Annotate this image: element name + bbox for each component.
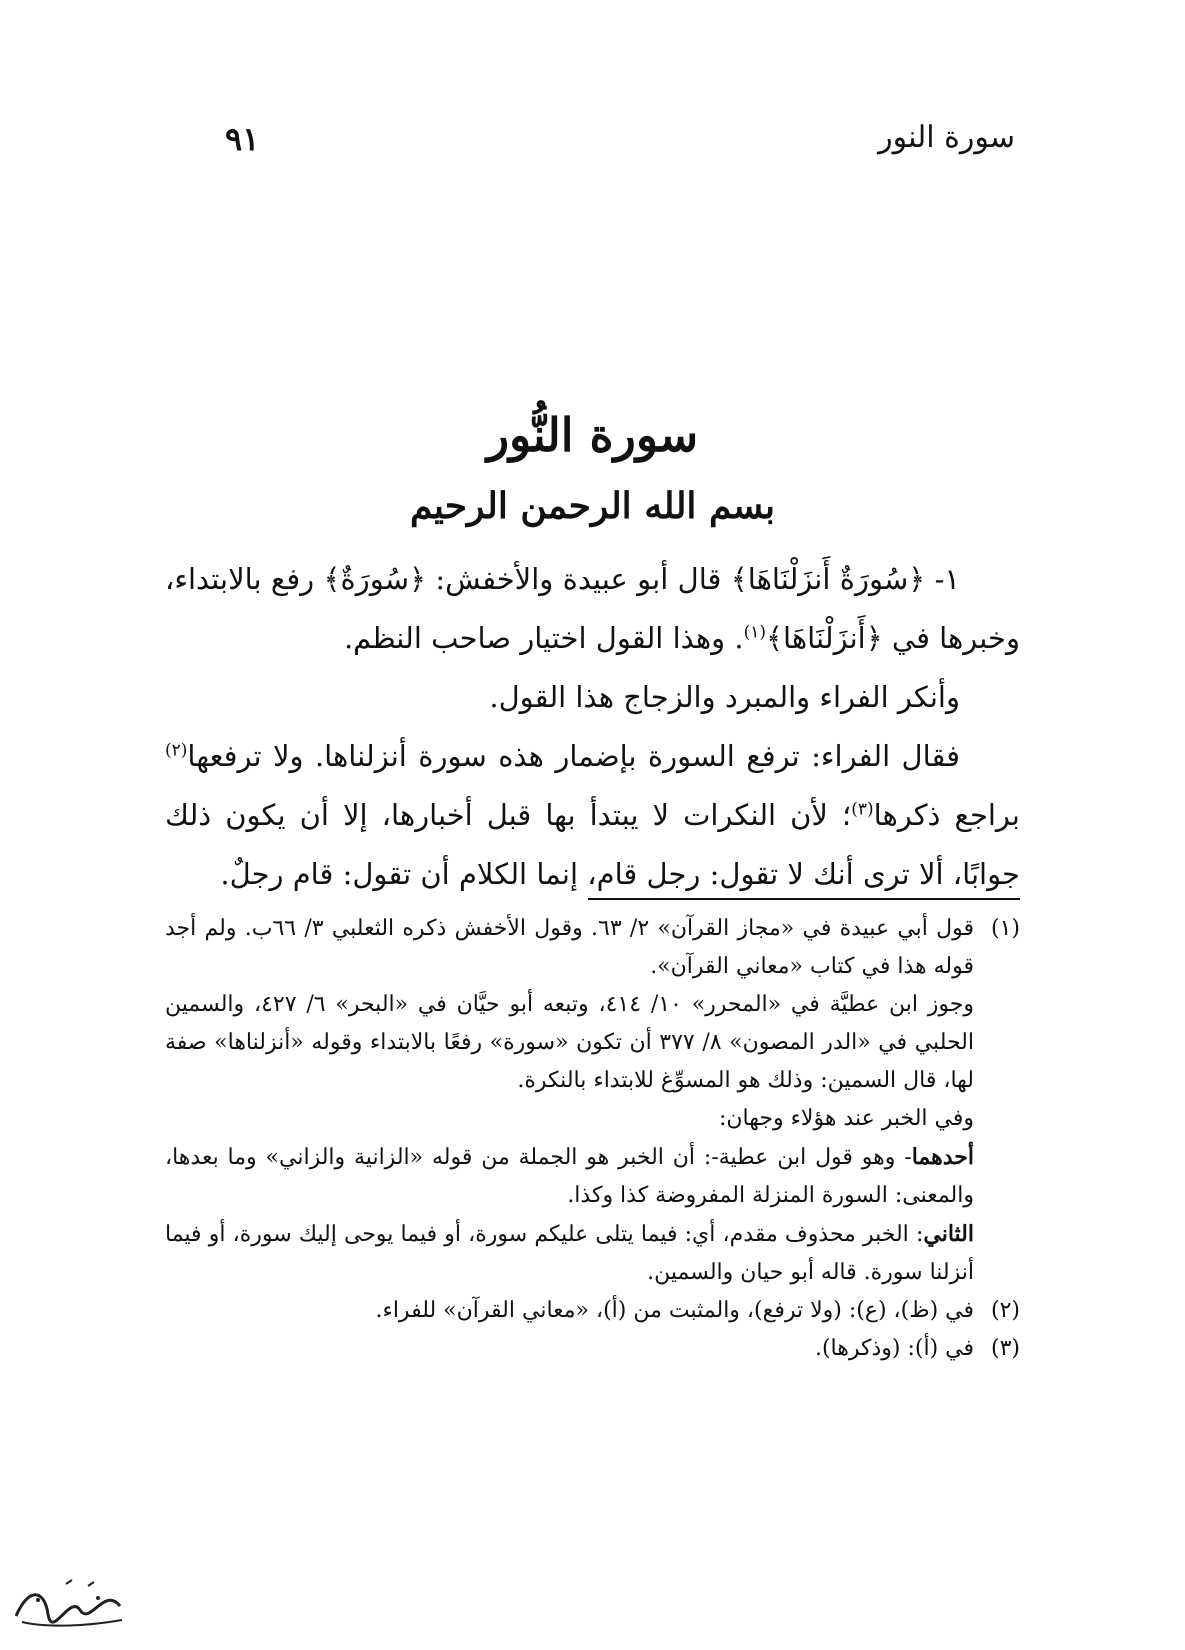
quran-quote: ﴿سُورَةٌ﴾ — [323, 562, 426, 596]
text-span: - وهو قول ابن عطية-: أن الخبر هو الجملة من قوله «الزانية والزاني» وما بعدها، والمعنى: السورة المنزلة المفروضة كذا وكذا. — [165, 1145, 974, 1208]
text-span: . وهذا القول اختيار صاحب النظم. — [343, 621, 744, 655]
footnote-line: وجوز ابن عطيَّة في «المحرر» ١٠/ ٤١٤، وتبعه أبو حيَّان في «البحر» ٦/ ٤٢٧، والسمين الحلبي في «الدر المصون» ٨/ ٣٧٧ أن تكون «سورة» رفعًا بالابتداء وقوله «أنزلناها» صفة لها، قال السمين: وذلك هو المسوِّغ للابتداء بالنكرة. — [165, 992, 974, 1093]
footnotes — [165, 910, 1020, 1368]
text-span: رفع بالابتداء، وخبرها في — [165, 562, 1020, 655]
footnote-label: الثاني — [923, 1221, 974, 1247]
main-text — [165, 550, 1020, 904]
text-span: قال أبو عبيدة والأخفش: — [426, 562, 731, 596]
quran-quote: ﴿أَنزَلْنَاهَا﴾ — [766, 621, 883, 655]
footnote-line: وفي الخبر عند هؤلاء وجهان: — [718, 1106, 974, 1131]
text-span: فقال الفراء: ترفع السورة بإضمار هذه سورة أنزلناها. ولا ترفعها — [187, 739, 960, 773]
verse-number: ١- — [925, 562, 960, 596]
surah-title: سورة النُّور — [486, 408, 699, 462]
footnote-body — [165, 910, 974, 1292]
paragraph-1 — [165, 550, 1020, 668]
footnote-ref-3: (٣) — [851, 799, 874, 820]
calligraphy-stamp-logo — [8, 1576, 130, 1632]
text-span: ؛ لأن النكرات لا يبتدأ بها قبل أخبارها، إلا أن يكون ذلك جوابًا، ألا ترى أنك لا تقول: رجل قام، إنما الكلام أن تقول: قام رجلٌ. — [165, 798, 1020, 891]
text-span: : الخبر محذوف مقدم، أي: فيما يتلى عليكم سورة، أو فيما يوحى إليك سورة، أو فيما أنزلنا سورة. قاله أبو حيان والسمين. — [165, 1222, 974, 1285]
quran-quote: ﴿سُورَةٌ أَنزَلْنَاهَا﴾ — [730, 562, 926, 596]
footnote-label: أحدهما — [911, 1144, 974, 1170]
footnote-number: (٢) — [990, 1298, 1020, 1323]
page-header — [225, 120, 1015, 160]
paragraph-3 — [165, 727, 1020, 904]
footnote-ref-1: (١) — [743, 622, 767, 643]
running-header-title: سورة النور — [878, 120, 1015, 155]
footnote-body: في (أ): (وذكرها). — [814, 1336, 974, 1361]
basmala: بسم الله الرحمن الرحيم — [409, 485, 776, 527]
footnote-ref-2: (٢) — [165, 740, 188, 761]
page-number: ٩١ — [225, 120, 260, 158]
footnote-number: (٣) — [990, 1336, 1020, 1361]
footnote-line: قول أبي عبيدة في «مجاز القرآن» ٢/ ٦٣. وقول الأخفش ذكره الثعلبي ٣/ ٦٦ب. ولم أجد قوله هذا في كتاب «معاني القرآن». — [165, 916, 975, 979]
footnote-3 — [165, 1330, 1020, 1368]
paragraph-2: وأنكر الفراء والمبرد والزجاج هذا القول. — [489, 680, 960, 714]
footnote-number: (١) — [990, 916, 1020, 941]
footnote-1 — [165, 910, 1020, 1292]
footnote-divider — [588, 898, 1020, 900]
footnote-line — [165, 1215, 974, 1292]
footnote-body: في (ظ)، (ع): (ولا ترفع)، والمثبت من (أ)، «معاني القرآن» للفراء. — [375, 1298, 974, 1323]
text-span: براجع ذكرها — [873, 798, 1020, 832]
footnote-2 — [165, 1292, 1020, 1330]
footnote-line — [165, 1138, 974, 1215]
